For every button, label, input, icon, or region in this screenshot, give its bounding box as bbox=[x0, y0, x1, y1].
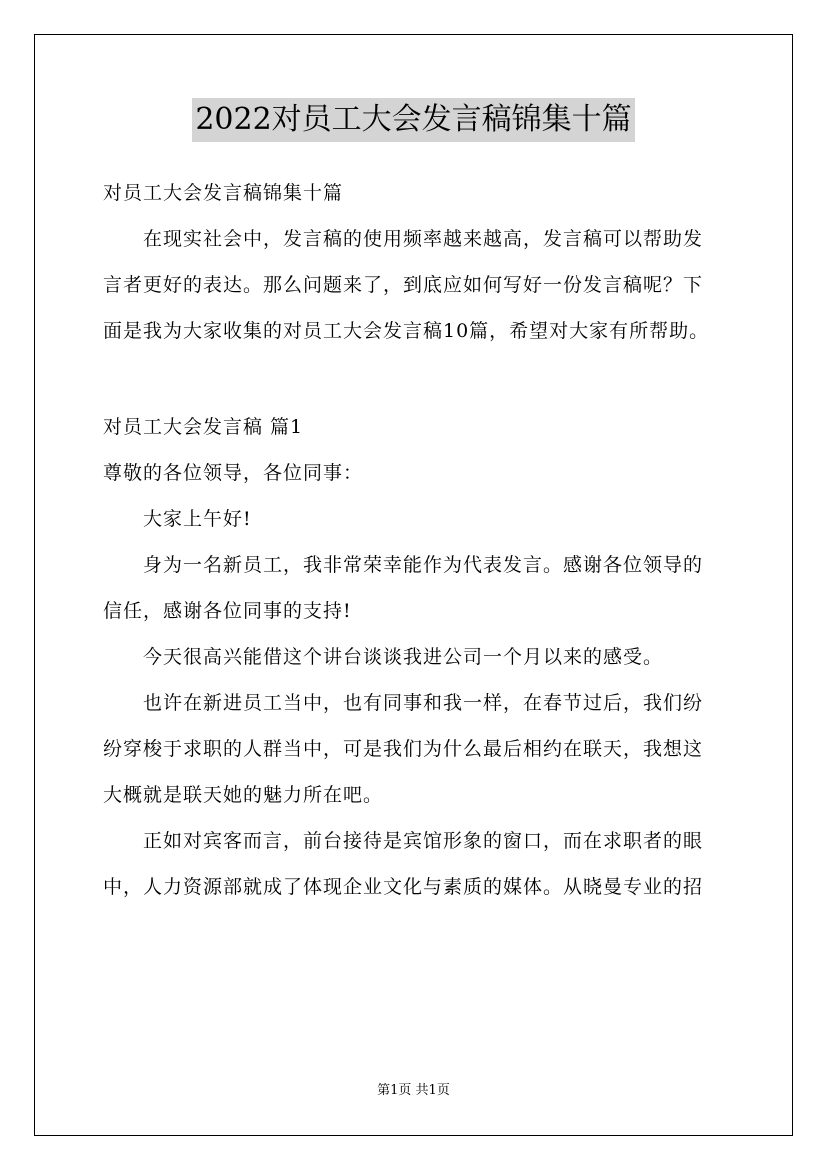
paragraph-line: 正如对宾客而言，前台接待是宾馆形象的窗口，而在求职者的眼 bbox=[143, 830, 704, 852]
paragraph-line: 信任，感谢各位同事的支持! bbox=[103, 600, 352, 622]
page-footer bbox=[0, 1081, 827, 1101]
paragraph-line: 在现实社会中，发言稿的使用频率越来越高，发言稿可以帮助发 bbox=[143, 228, 704, 250]
paragraph-line: 中，人力资源部就成了体现企业文化与素质的媒体。从晓曼专业的招 bbox=[103, 876, 704, 898]
paragraph-line: 身为一名新员工，我非常荣幸能作为代表发言。感谢各位领导的 bbox=[143, 554, 704, 576]
paragraph-line: 大概就是联天她的魅力所在吧。 bbox=[103, 784, 384, 806]
salutation-line: 尊敬的各位领导，各位同事： bbox=[103, 462, 364, 484]
paragraph-line: 言者更好的表达。那么问题来了，到底应如何写好一份发言稿呢？下 bbox=[103, 274, 704, 296]
page-number: 第1页 共1页 bbox=[377, 1083, 450, 1098]
section-heading: 对员工大会发言稿 篇1 bbox=[103, 416, 304, 438]
paragraph-line: 也许在新进员工当中，也有同事和我一样，在春节过后，我们纷 bbox=[143, 692, 704, 714]
paragraph-line: 面是我为大家收集的对员工大会发言稿10篇，希望对大家有所帮助。 bbox=[103, 320, 710, 342]
paragraph-line: 大家上午好! bbox=[143, 508, 252, 530]
title-container bbox=[0, 98, 827, 142]
document-body bbox=[103, 170, 728, 910]
section-heading: 对员工大会发言稿锦集十篇 bbox=[103, 182, 344, 204]
paragraph-gap bbox=[103, 354, 728, 404]
paragraph-line: 今天很高兴能借这个讲台谈谈我进公司一个月以来的感受。 bbox=[143, 646, 664, 668]
document-title: 2022对员工大会发言稿锦集十篇 bbox=[192, 98, 634, 142]
paragraph-line: 纷穿梭于求职的人群当中，可是我们为什么最后相约在联天，我想这 bbox=[103, 738, 704, 760]
